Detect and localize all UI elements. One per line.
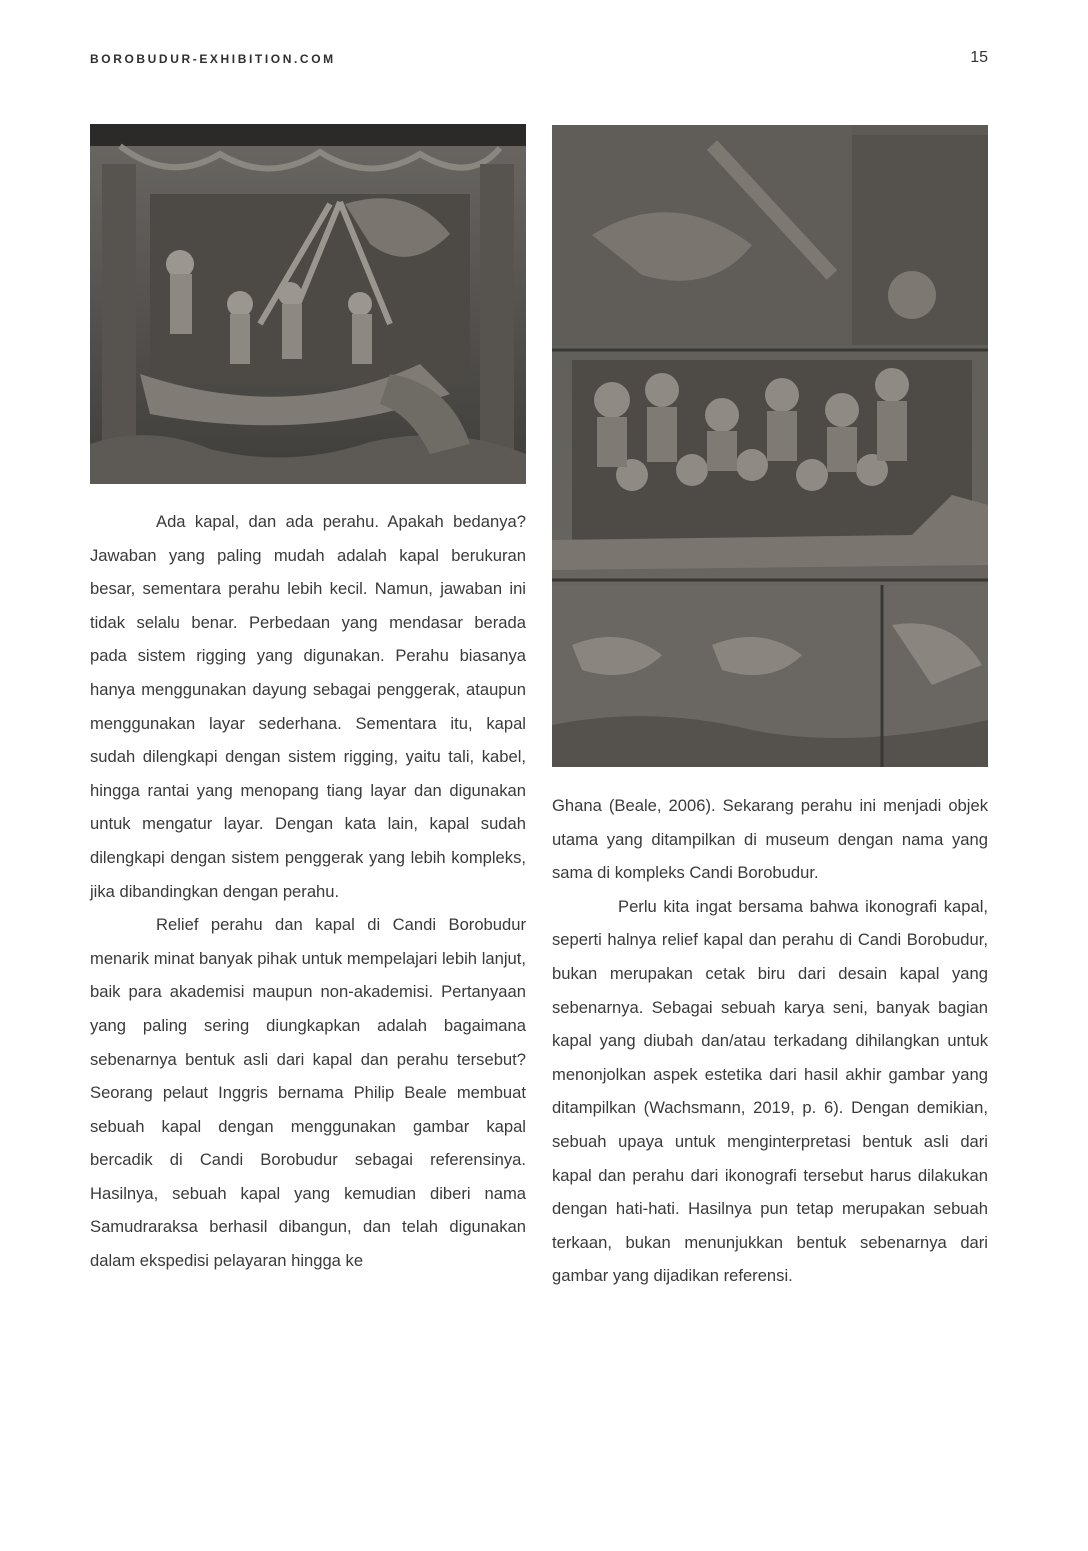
relief-photo-crowded-boat [552, 125, 988, 767]
page-number: 15 [970, 49, 988, 66]
site-url: BOROBUDUR-EXHIBITION.COM [90, 52, 336, 66]
paragraph: Ada kapal, dan ada perahu. Apakah bedanya? Jawaban yang paling mudah adalah kapal berukuran besar, sementara perahu lebih kecil. Namun, jawaban ini tidak selalu benar. Perbedaan yang mendasar berada pada sistem rigging yang digunakan. Perahu biasanya hanya menggunakan dayung sebagai penggerak, ataupun menggunakan layar sederhana. Sementara itu, kapal sudah dilengkapi dengan sistem rigging, yaitu tali, kabel, hingga rantai yang menopang tiang layar dan digunakan untuk mengatur layar. Dengan kata lain, kapal sudah dilengkapi dengan sistem penggerak yang lebih kompleks, jika dibandingkan dengan perahu. [90, 512, 526, 901]
body-column-left [90, 505, 526, 1278]
relief-photo-sailing-ship [90, 124, 526, 484]
paragraph: Relief perahu dan kapal di Candi Borobudur menarik minat banyak pihak untuk mempelajari lebih lanjut, baik para akademisi maupun non-akademisi. Pertanyaan yang paling sering diungkapkan adalah bagaimana sebenarnya bentuk asli dari kapal dan perahu tersebut? Seorang pelaut Inggris bernama Philip Beale membuat sebuah kapal dengan menggunakan gambar kapal bercadik di Candi Borobudur sebagai referensinya. Hasilnya, sebuah kapal yang kemudian diberi nama Samudraraksa berhasil dibangun, dan telah digunakan dalam ekspedisi pelayaran hingga ke [90, 915, 526, 1271]
paragraph: Perlu kita ingat bersama bahwa ikonografi kapal, seperti halnya relief kapal dan perahu di Candi Borobudur, bukan merupakan cetak biru dari desain kapal yang sebenarnya. Sebagai sebuah karya seni, banyak bagian kapal yang diubah dan/atau terkadang dihilangkan untuk menonjolkan aspek estetika dari hasil akhir gambar yang ditampilkan (Wachsmann, 2019, p. 6). Dengan demikian, sebuah upaya untuk menginterpretasi bentuk asli dari kapal dan perahu dari ikonografi tersebut harus dilakukan dengan hati-hati. Hasilnya pun tetap merupakan sebuah terkaan, bukan menunjukkan bentuk sebenarnya dari gambar yang dijadikan referensi. [552, 896, 988, 1286]
body-column-right [552, 789, 988, 1293]
paragraph: Ghana (Beale, 2006). Sekarang perahu ini menjadi objek utama yang ditampilkan di museum dengan nama yang sama di kompleks Candi Borobudur. [552, 796, 988, 883]
